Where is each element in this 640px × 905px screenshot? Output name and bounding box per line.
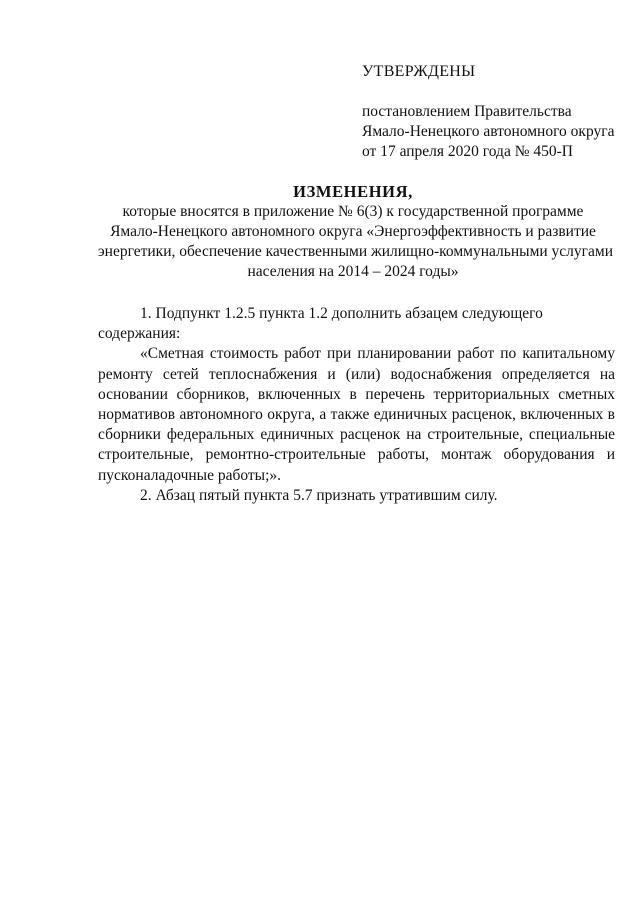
quote-line: «Сметная стоимость работ при планировании работ по капитальному [140,345,615,363]
approval-line: от 17 апреля 2020 года № 450-П [362,143,573,160]
approval-line: постановлением Правительства [362,103,572,120]
quote-line: основании сборников, включенных в перечень территориальных сметных [98,385,615,403]
approval-line: Ямало-Ненецкого автономного округа [362,123,615,140]
approval-stamp [362,62,632,162]
document-body [98,304,615,506]
heading-subtitle-line: Ямало-Ненецкого автономного округа «Энергоэффективность и развитие [110,223,596,240]
heading-subtitle-line: которые вносятся в приложение № 6(3) к государственной программе [122,203,584,220]
quote-line: сборники федеральных единичных расценок на строительные, специальные [98,426,615,444]
approval-title: УТВЕРЖДЕНЫ [362,63,476,80]
heading-subtitle-line: населения на 2014 – 2024 годы» [247,263,459,280]
quote-line: ремонту сетей теплоснабжения и (или) водоснабжения определяется на [98,365,615,383]
item-2-paragraph: 2. Абзац пятый пункта 5.7 признать утратившим силу. [140,486,498,504]
heading-subtitle-line: энергетики, обеспечение качественными жилищно-коммунальными услугами [98,243,613,260]
quote-line: нормативов автономного округа, а также единичных расценок, включенных в [98,406,615,424]
quote-line: строительные, ремонтно-строительные работы, монтаж оборудования и [98,446,615,464]
item-1-paragraph: 1. Подпункт 1.2.5 пункта 1.2 дополнить абзацем следующего содержания: [98,305,543,343]
document-title: ИЗМЕНЕНИЯ, [293,182,413,201]
document-heading [98,182,613,282]
quote-line: пусконаладочные работы;». [98,466,282,484]
